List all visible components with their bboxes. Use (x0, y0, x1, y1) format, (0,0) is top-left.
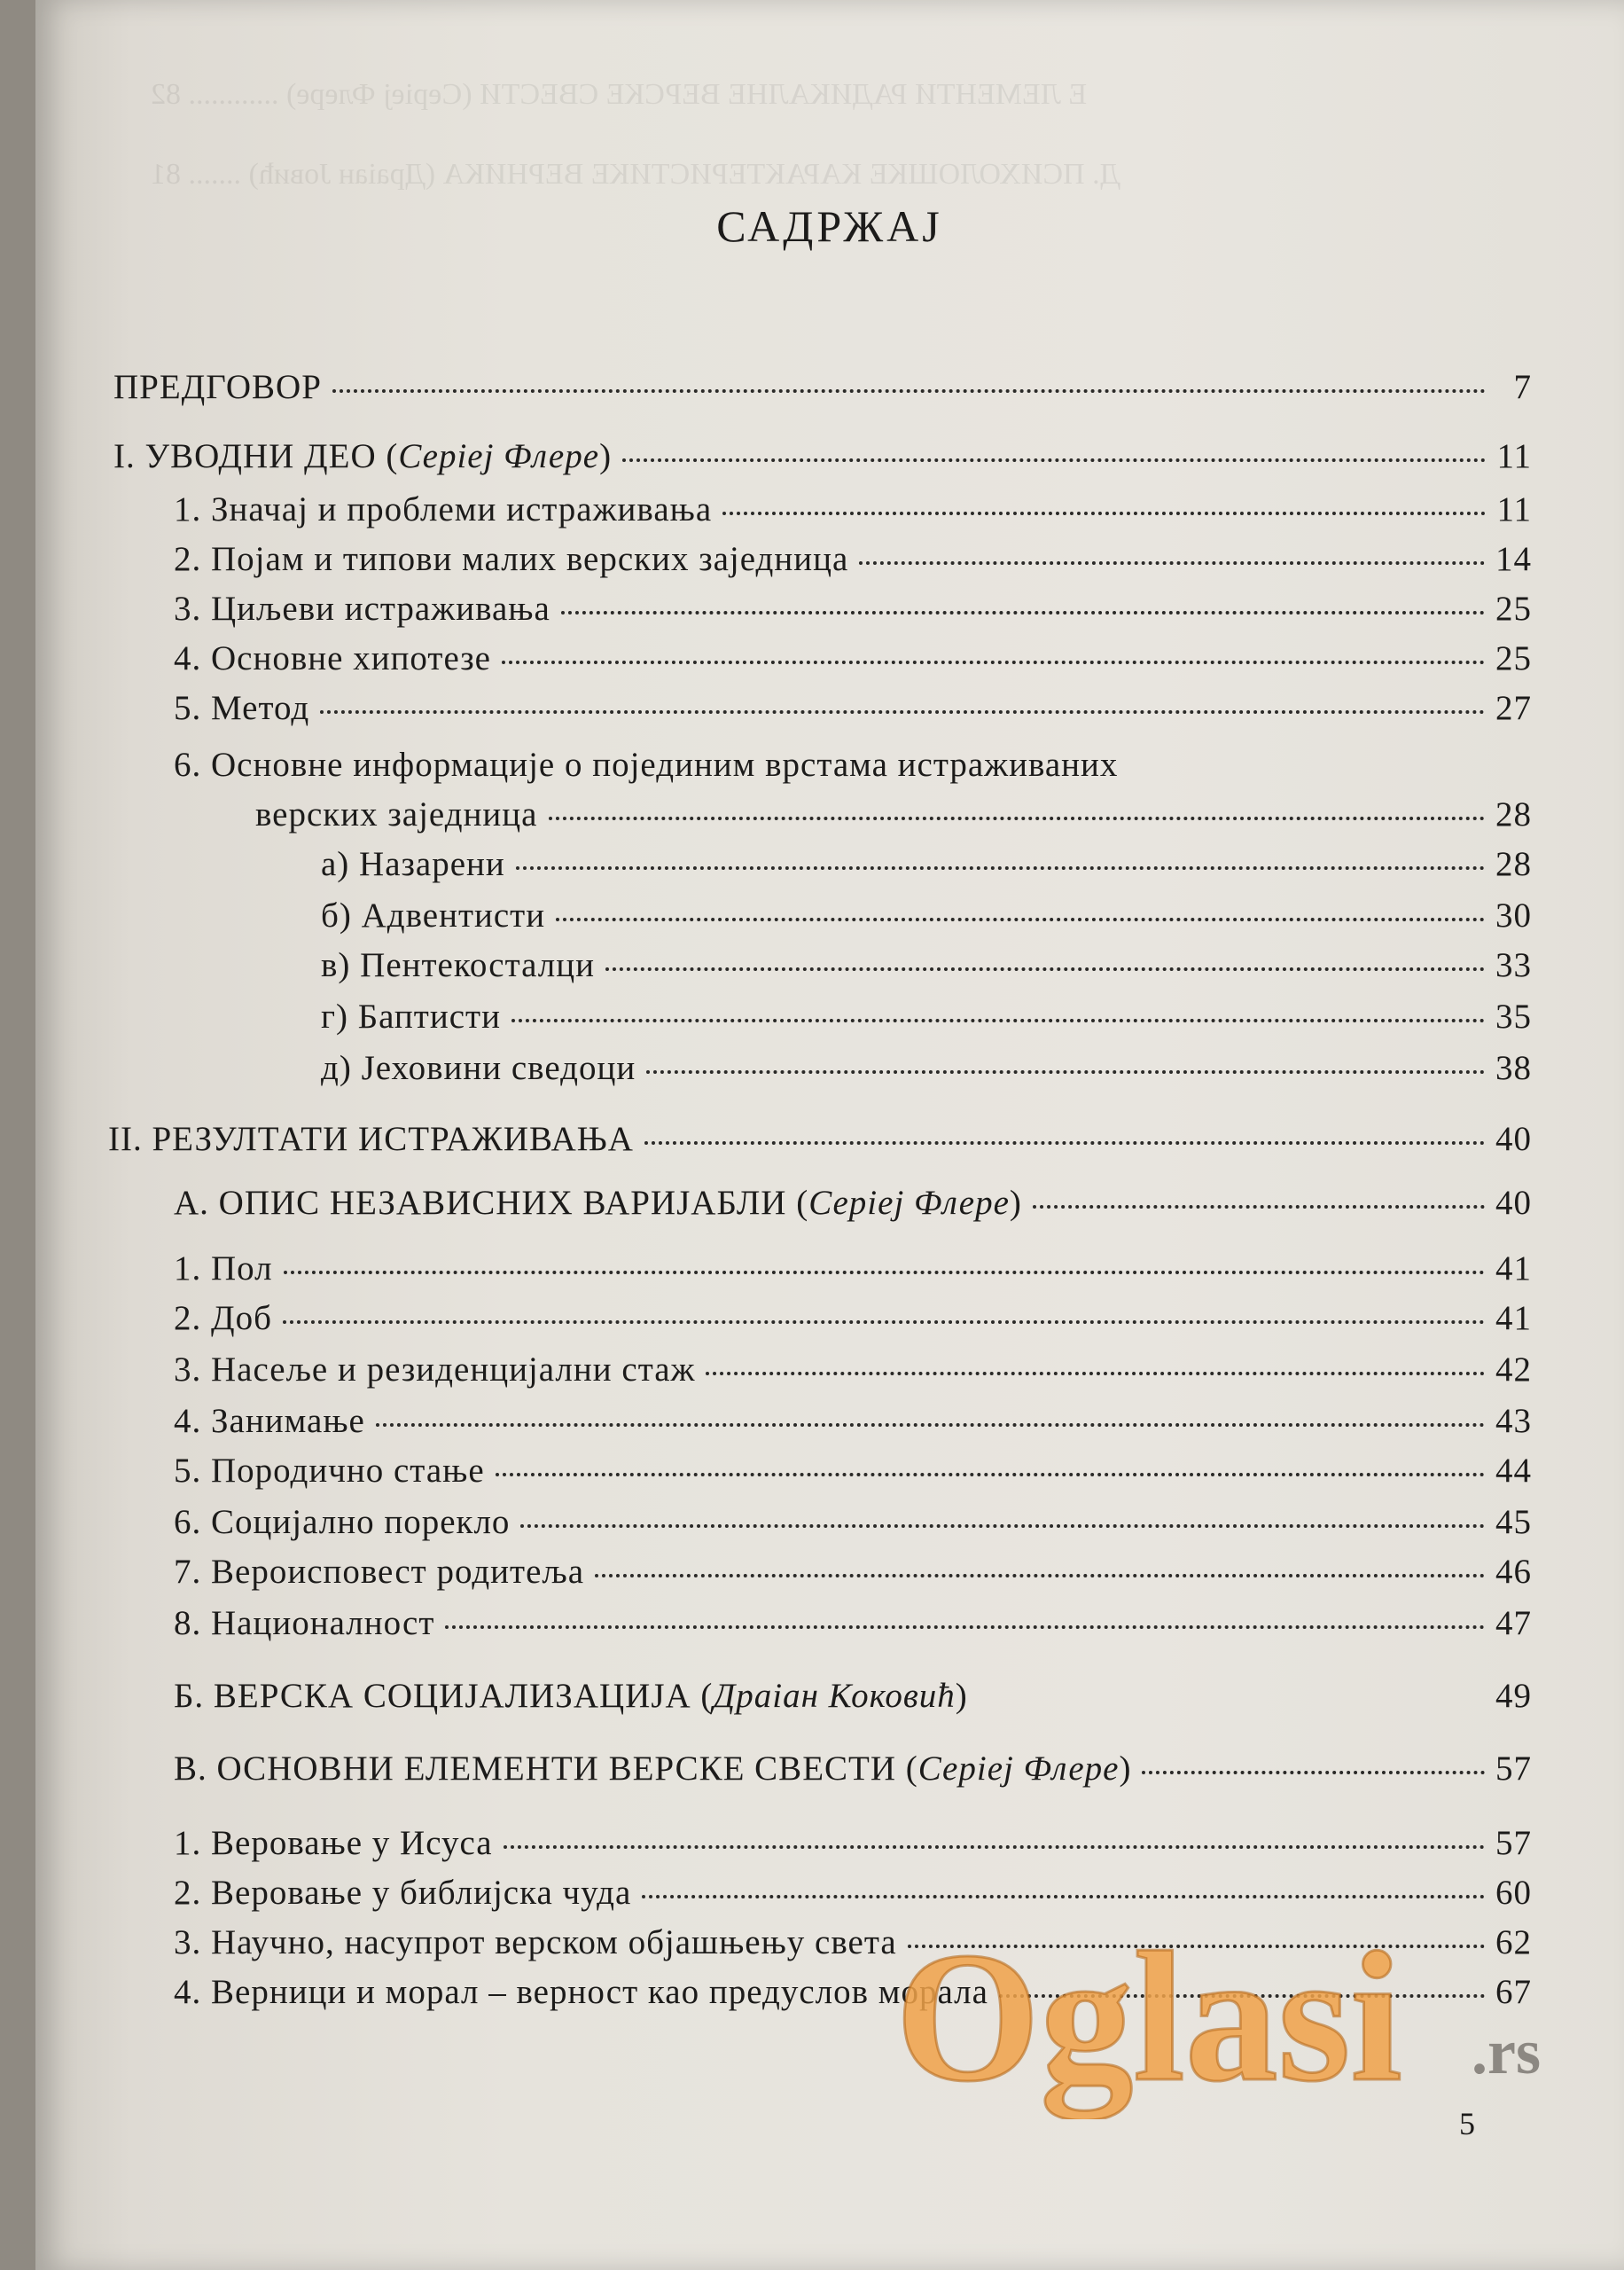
toc-page-number: 40 (1495, 1120, 1532, 1158)
toc-author: Серіеј Флере (917, 1749, 1120, 1788)
toc-page-number: 28 (1495, 795, 1532, 834)
toc-leader-dots (644, 1141, 1485, 1145)
toc-label: 2. Појам и типови малих верских заједница (174, 540, 849, 578)
toc-page-number: 67 (1495, 1973, 1532, 2011)
toc-label: 3. Научно, насупрот верском објашњењу света (174, 1923, 897, 1961)
toc-entry (174, 1502, 1532, 1542)
toc-label: 3. Насеље и резиденцијални стаж (174, 1350, 696, 1389)
toc-page-number: 27 (1495, 689, 1532, 727)
toc-leader-dots (549, 817, 1486, 820)
toc-leader-dots (511, 1019, 1485, 1022)
toc-page-number: 44 (1495, 1452, 1532, 1490)
toc-entry (174, 539, 1532, 579)
toc-label: г) Баптисти (321, 998, 501, 1036)
toc-page-number: 33 (1495, 946, 1532, 984)
toc-label-close: ) (1119, 1749, 1132, 1788)
toc-page-number: 41 (1495, 1249, 1532, 1288)
toc-entry (321, 1048, 1532, 1088)
toc-leader-dots (1142, 1771, 1485, 1774)
toc-entry (174, 1401, 1532, 1441)
toc-leader-dots (320, 710, 1485, 714)
toc-entry (174, 1603, 1532, 1643)
toc-label: 4. Занимање (174, 1402, 365, 1440)
toc-page-number: 62 (1495, 1923, 1532, 1961)
toc-leader-dots (642, 1895, 1485, 1898)
toc-label: 4. Основне хипотезе (174, 639, 491, 677)
toc-leader-dots (859, 561, 1485, 565)
toc-entry (321, 844, 1532, 884)
toc-entry (174, 688, 1532, 728)
toc-label: в) Пентекосталци (321, 946, 595, 984)
toc-entry (108, 1119, 1532, 1159)
toc-label: 2. Веровање у библијска чуда (174, 1874, 632, 1912)
toc-page-number: 45 (1495, 1503, 1532, 1541)
toc-entry (174, 1823, 1532, 1863)
toc-leader-dots (445, 1625, 1485, 1629)
toc-entry-first-line: 6. Основне информације о појединим врстама истраживаних (174, 746, 1119, 784)
toc-label: верских заједница (255, 795, 538, 834)
toc-label: 2. Доб (174, 1299, 272, 1337)
toc-label: д) Јеховини сведоци (321, 1049, 636, 1087)
toc-leader-dots (722, 512, 1486, 515)
toc-label: 6. Социјално порекло (174, 1503, 511, 1541)
toc-page-number: 46 (1495, 1553, 1532, 1591)
toc-leader-dots (520, 1524, 1485, 1528)
toc-leader-dots (706, 1372, 1485, 1375)
bleed-through-line-1: E ЛЕМЕНТИ РАДИКАЛНЕ ВЕРСКЕ СВЕСТИ (Серіеј Флере) ............ 82 (151, 78, 1088, 111)
toc-label: а) Назарени (321, 845, 505, 883)
toc-entry (255, 794, 1532, 834)
toc-entry (174, 1552, 1532, 1592)
toc-leader-dots (561, 611, 1485, 614)
toc-label: 7. Вероисповест родитеља (174, 1553, 585, 1591)
toc-page-number: 57 (1495, 1749, 1532, 1788)
toc-page-number: 30 (1495, 896, 1532, 935)
toc-page-number: 11 (1496, 437, 1532, 475)
toc-entry (174, 1183, 1532, 1223)
toc-leader-dots (284, 1271, 1485, 1274)
toc-page-number: 35 (1495, 998, 1532, 1036)
toc-label: I. УВОДНИ ДЕО ( (113, 437, 399, 475)
toc-leader-dots (646, 1070, 1485, 1074)
toc-author: Серіеј Флере (398, 437, 600, 475)
toc-label: ПРЕДГОВОР (113, 368, 322, 406)
page-number: 5 (1459, 2106, 1475, 2141)
toc-entry (174, 1451, 1532, 1491)
toc-entry (174, 589, 1532, 629)
toc-page-number: 41 (1495, 1299, 1532, 1337)
toc-entry (321, 896, 1532, 935)
toc-leader-dots (622, 458, 1486, 462)
toc-page-number: 25 (1495, 639, 1532, 677)
toc-entry (113, 367, 1532, 407)
toc-leader-dots (516, 866, 1485, 870)
toc-entry (174, 489, 1532, 529)
toc-label-close: ) (1009, 1184, 1022, 1222)
toc-leader-dots (1033, 1205, 1485, 1209)
toc-entry (174, 1248, 1532, 1288)
toc-label: 1. Веровање у Исуса (174, 1824, 493, 1862)
toc-leader-dots (595, 1574, 1485, 1577)
toc-entry (174, 1873, 1532, 1913)
watermark-tld-text: .rs (1472, 2016, 1541, 2087)
toc-leader-dots (283, 1320, 1485, 1324)
toc-page-number: 43 (1495, 1402, 1532, 1440)
toc-entry (321, 997, 1532, 1037)
oglasi-watermark-logo (886, 1924, 1596, 2119)
toc-label: Б. ВЕРСКА СОЦИЈАЛИЗАЦИЈА ( (174, 1677, 714, 1715)
toc-leader-dots (605, 967, 1485, 971)
toc-label: 8. Националност (174, 1604, 435, 1642)
toc-label: 1. Значај и проблеми истраживања (174, 490, 713, 528)
toc-label-close: ) (599, 437, 613, 475)
toc-page-number: 7 (1513, 368, 1532, 406)
toc-entry (321, 945, 1532, 985)
toc-entry (113, 436, 1532, 476)
toc-author: Драіан Коковић (713, 1677, 956, 1715)
toc-page-number: 49 (1495, 1677, 1532, 1715)
toc-leader-dots (502, 661, 1485, 664)
toc-page-number: 11 (1496, 490, 1532, 528)
toc-page-number: 40 (1495, 1184, 1532, 1222)
toc-page-number: 14 (1495, 540, 1532, 578)
toc-page-number: 47 (1495, 1604, 1532, 1642)
toc-entry (174, 1350, 1532, 1389)
toc-label: II. РЕЗУЛТАТИ ИСТРАЖИВАЊА (108, 1120, 634, 1158)
bleed-through-line-2: Д. ПСИХОЛОШКЕ КАРАКТЕРИСТИКЕ ВЕРНИКА (Драіан Јовић) ....... 81 (151, 158, 1120, 191)
watermark-brand-text: Oglasi (895, 1924, 1402, 2119)
toc-page-number: 28 (1495, 845, 1532, 883)
toc-entry (174, 1298, 1532, 1338)
toc-page-number: 25 (1495, 590, 1532, 628)
toc-author: Серіеј Флере (808, 1184, 1010, 1222)
page-title: САДРЖАЈ (716, 201, 943, 251)
toc-label: В. ОСНОВНИ ЕЛЕМЕНТИ ВЕРСКЕ СВЕСТИ ( (174, 1749, 918, 1788)
toc-leader-dots (496, 1473, 1485, 1476)
toc-label-close: ) (955, 1677, 968, 1715)
toc-leader-dots (376, 1423, 1485, 1427)
toc-page-number: 42 (1495, 1350, 1532, 1389)
toc-leader-dots (332, 389, 1486, 393)
toc-page-number: 60 (1495, 1874, 1532, 1912)
toc-entry (174, 1676, 1532, 1716)
toc-label: б) Адвентисти (321, 896, 546, 935)
toc-leader-dots (504, 1845, 1485, 1849)
toc-page-number: 57 (1495, 1824, 1532, 1862)
toc-leader-dots (556, 918, 1485, 921)
toc-label: А. ОПИС НЕЗАВИСНИХ ВАРИЈАБЛИ ( (174, 1184, 809, 1222)
toc-label: 1. Пол (174, 1249, 273, 1288)
toc-label: 5. Породично стање (174, 1452, 485, 1490)
book-page (35, 0, 1624, 2270)
toc-label: 3. Циљеви истраживања (174, 590, 550, 628)
toc-entry (174, 638, 1532, 678)
toc-entry (174, 1749, 1532, 1789)
toc-label: 4. Верници и морал – верност као предуслов морала (174, 1973, 988, 2011)
toc-label: 5. Метод (174, 689, 310, 727)
toc-page-number: 38 (1495, 1049, 1532, 1087)
